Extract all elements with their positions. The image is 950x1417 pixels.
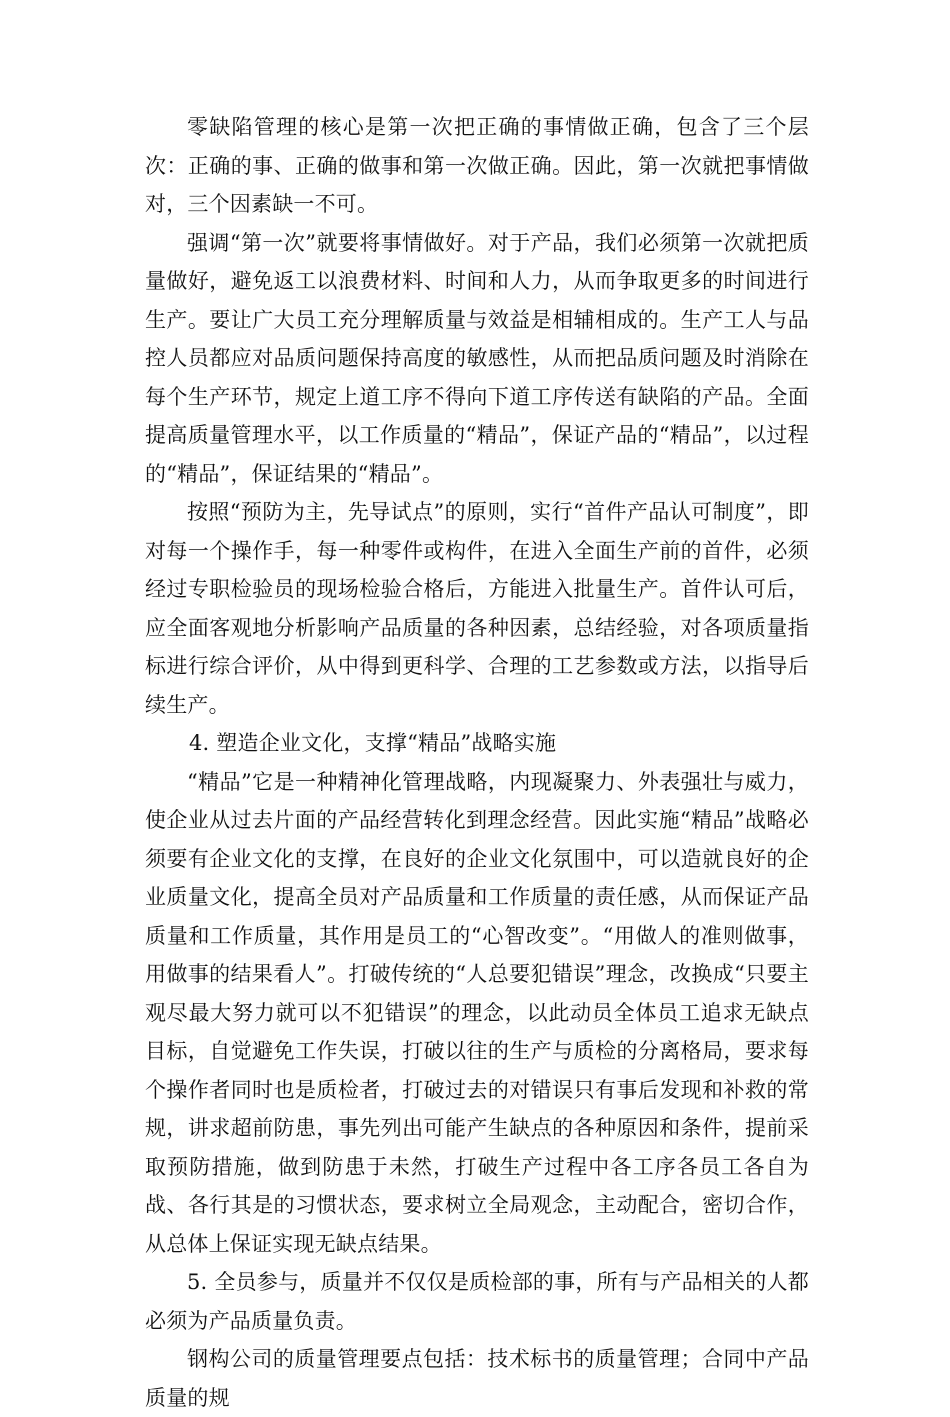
paragraph-full-participation: 5. 全员参与，质量并不仅仅是质检部的事，所有与产品相关的人都必须为产品质量负责。 [145,1270,809,1333]
paragraph-quality-culture: “精品”它是一种精神化管理战略，内现凝聚力、外表强壮与威力，使企业从过去片面的产品经营转化到理念经营。因此实施“精品”战略必须要有企业文化的支撑，在良好的企业文化氛围中，可以造就良好的企业质量文化，提高全员对产品质量和工作质量的责任感，从而保证产品质量和工作质量，其作用是员工的“心智改变”。“用做人的准则做事，用做事的结果看人”。打破传统的“人总要犯错误”理念，改换成“只要主观尽最大努力就可以不犯错误”的理念，以此动员全体员工追求无缺点目标，自觉避免工作失误，打破以往的生产与质检的分离格局，要求每个操作者同时也是质检者，打破过去的对错误只有事后发现和补救的常规，讲求超前防患，事先列出可能产生缺点的各种原因和条件，提前采取预防措施，做到防患于未然，打破生产过程中各工序各员工各自为战、各行其是的习惯状态，要求树立全局观念，主动配合，密切合作，从总体上保证实现无缺点结果。 [145,769,809,1256]
document-page [145,108,809,1417]
paragraph-quality-key-points: 钢构公司的质量管理要点包括：技术标书的质量管理；合同中产品质量的规 [145,1347,809,1410]
paragraph-first-article-approval: 按照“预防为主，先导试点”的原则，实行“首件产品认可制度”，即对每一个操作手，每一种零件或构件，在进入全面生产前的首件，必须经过专职检验员的现场检验合格后，方能进入批量生产。首件认可后，应全面客观地分析影响产品质量的各种因素，总结经验，对各项质量指标进行综合评价，从中得到更科学、合理的工艺参数或方法，以指导后续生产。 [145,500,809,717]
section-heading-corporate-culture: 4. 塑造企业文化，支撑“精品”战略实施 [189,731,557,755]
paragraph-zero-defect-core: 零缺陷管理的核心是第一次把正确的事情做正确，包含了三个层次：正确的事、正确的做事和第一次做正确。因此，第一次就把事情做对，三个因素缺一不可。 [145,115,809,216]
paragraph-first-time-right: 强调“第一次”就要将事情做好。对于产品，我们必须第一次就把质量做好，避免返工以浪费材料、时间和人力，从而争取更多的时间进行生产。要让广大员工充分理解质量与效益是相辅相成的。生产工人与品控人员都应对品质问题保持高度的敏感性，从而把品质问题及时消除在每个生产环节，规定上道工序不得向下道工序传送有缺陷的产品。全面提高质量管理水平，以工作质量的“精品”，保证产品的“精品”，以过程的“精品”，保证结果的“精品”。 [145,230,809,486]
